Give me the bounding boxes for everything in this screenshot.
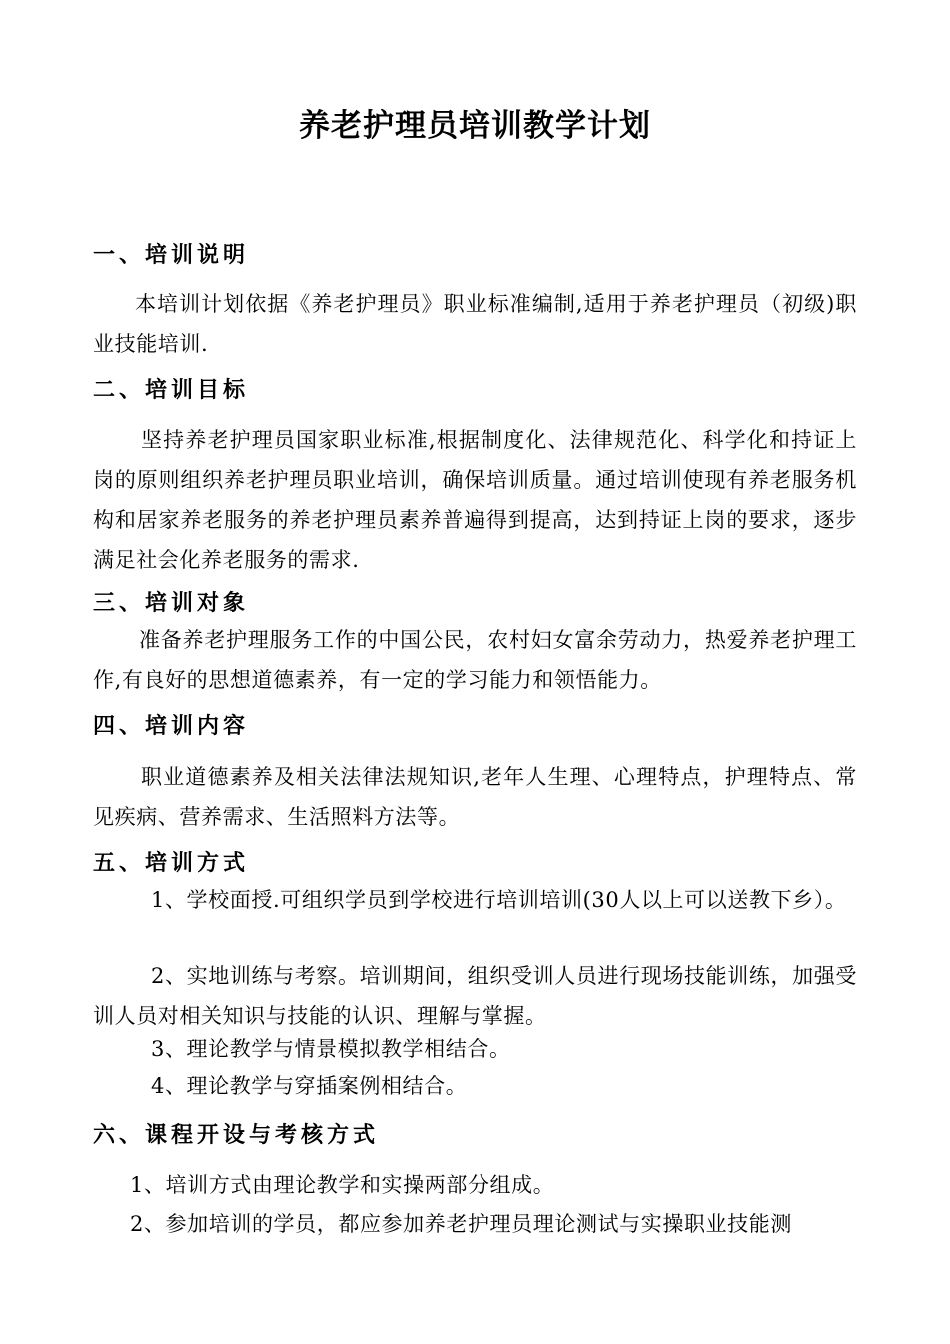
section-2-paragraph: 坚持养老护理员国家职业标准,根据制度化、法律规范化、科学化和持证上岗的原则组织养老护理员职业培训，确保培训质量。通过培训使现有养老服务机构和居家养老服务的养老护理员素养普遍得到提高，达到持证上岗的要求，逐步满足社会化养老服务的需求. xyxy=(93,428,857,572)
section-heading-6: 六、课程开设与考核方式 xyxy=(93,1123,380,1148)
section-4-paragraph: 职业道德素养及相关法律法规知识,老年人生理、心理特点，护理特点、常见疾病、营养需求、生活照料方法等。 xyxy=(93,765,857,829)
section-1-paragraph: 本培训计划依据《养老护理员》职业标准编制,适用于养老护理员（初级)职业技能培训. xyxy=(93,292,857,356)
section-6-item-2: 2、参加培训的学员，都应参加养老护理员理论测试与实操职业技能测 xyxy=(130,1212,792,1236)
section-3-paragraph: 准备养老护理服务工作的中国公民，农村妇女富余劳动力，热爱养老护理工作,有良好的思想道德素养，有一定的学习能力和领悟能力。 xyxy=(93,628,857,692)
section-heading-5: 五、培训方式 xyxy=(93,851,250,876)
section-heading-1: 一、培训说明 xyxy=(93,243,250,268)
section-heading-2: 二、培训目标 xyxy=(93,378,250,403)
section-5-item-2: 2、实地训练与考察。培训期间，组织受训人员进行现场技能训练，加强受训人员对相关知识与技能的认识、理解与掌握。 xyxy=(93,964,857,1028)
document-title: 养老护理员培训教学计划 xyxy=(299,108,651,144)
section-5-item-3: 3、理论教学与情景模拟教学相结合。 xyxy=(151,1037,511,1061)
section-heading-4: 四、培训内容 xyxy=(93,714,250,739)
section-heading-3: 三、培训对象 xyxy=(93,591,250,616)
section-5-item-1: 1、学校面授.可组织学员到学校进行培训培训(30人以上可以送教下乡）。 xyxy=(151,888,847,912)
section-6-item-1: 1、培训方式由理论教学和实操两部分组成。 xyxy=(130,1173,555,1197)
section-5-item-4: 4、理论教学与穿插案例相结合。 xyxy=(151,1074,468,1098)
